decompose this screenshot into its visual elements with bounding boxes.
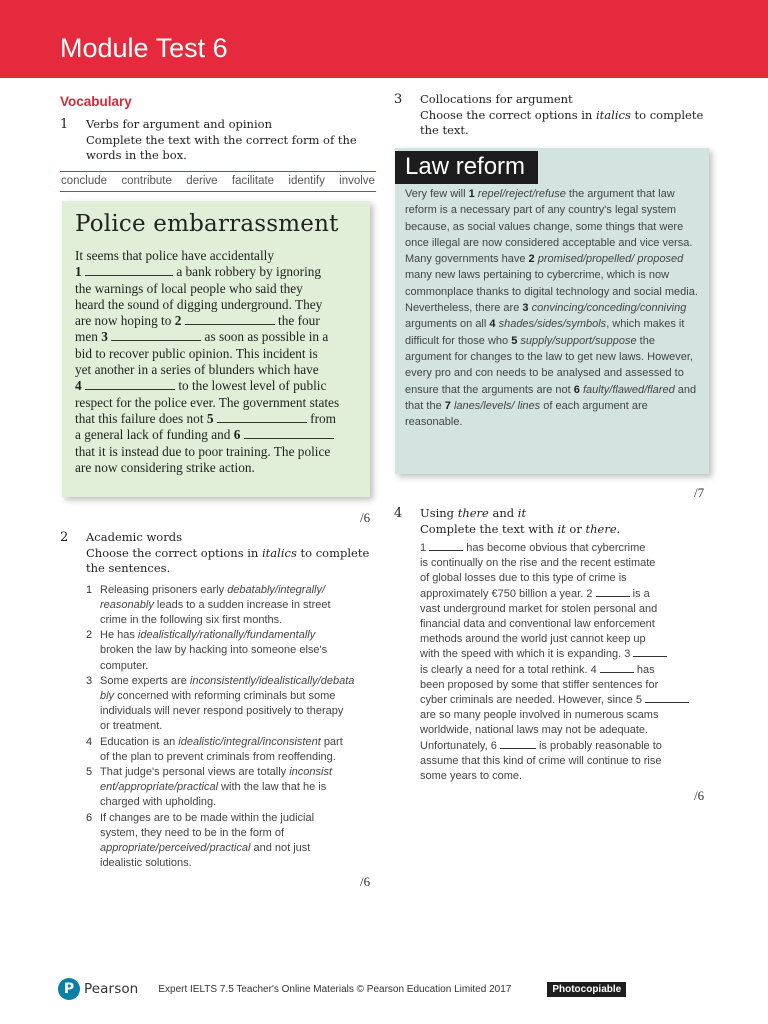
instruction-line: Choose the correct options in italics to complete [420, 107, 704, 122]
option-choices[interactable]: convincing/conceding/conniving [531, 302, 687, 315]
answer-blank-4[interactable] [600, 663, 634, 673]
exercise-2 [60, 530, 376, 871]
exercise-number: 1 [60, 117, 69, 132]
sentence-item: 3 Some experts are inconsistently/idealistically/debata bly concerned with reforming criminals but some individuals will never respond positively to therapy or treatment. [86, 674, 355, 733]
exercise-2-score: /6 [360, 874, 371, 889]
text-line: respect for the police ever. The government states [75, 394, 340, 410]
text-line: approximately €750 billion a year. 2 is a [420, 587, 650, 600]
exercise-2-header [60, 530, 376, 577]
sentence-item: 5 That judge's personal views are totally inconsist ent/appropriate/practical with the law that he is charged with upholding. [86, 765, 332, 809]
instruction-line: the sentences. [86, 561, 171, 575]
text-line: men 3 as soon as possible in a [75, 329, 329, 345]
text-line: heard the sound of digging underground. They [75, 296, 323, 312]
answer-blank-6[interactable] [244, 428, 334, 439]
footer [58, 974, 718, 1004]
photocopiable-badge: Photocopiable [547, 982, 626, 997]
exercise-number: 3 [394, 92, 403, 107]
exercise-4 [394, 506, 714, 784]
exercise-3-instructions [420, 92, 703, 139]
text-line: worldwide, national laws may not be adequate. [420, 724, 649, 737]
text-line: the warnings of local people who said they [75, 280, 303, 296]
word-box-item: facilitate [231, 175, 275, 187]
copyright-text: Expert IELTS 7.5 Teacher's Online Materials © Pearson Education Limited 2017 [158, 983, 512, 995]
exercise-2-instructions [86, 530, 369, 577]
word-box-item: involve [339, 175, 375, 187]
text-line: been proposed by some that stiffer sentences for [420, 678, 659, 691]
option-choices[interactable]: inconsist [289, 765, 332, 778]
option-choices[interactable]: promised/propelled/ proposed [537, 253, 684, 266]
gap-number: 2 [174, 313, 182, 329]
text-line: that it is instead due to poor training. The police [75, 443, 331, 459]
text-line: financial data and conventional law enforcement [420, 618, 655, 631]
option-choices[interactable]: ent/appropriate/practical [100, 781, 219, 794]
option-choices[interactable]: inconsistently/idealistically/debata [189, 674, 355, 687]
text-line: vast underground market for stolen personal and [420, 602, 658, 615]
text-line: some years to come. [420, 770, 523, 783]
text-line: are now hoping to 2 the four [75, 313, 320, 329]
gap-number: 5 [206, 410, 214, 426]
option-choices[interactable]: lanes/levels/ lines [453, 399, 541, 412]
option-choices[interactable]: repel/reject/refuse [477, 188, 566, 200]
right-column [394, 92, 714, 139]
sentence-item: 1 Releasing prisoners early debatably/integrally/ reasonably leads to a sudden increase in street crime in the following six first months. [86, 583, 331, 626]
sentence-list [86, 583, 376, 872]
option-choices[interactable]: idealistic/integral/inconsistent [178, 735, 321, 748]
gap-number: 4 [75, 378, 82, 394]
pearson-logo-text: Pearson [84, 981, 139, 997]
exercise-1-instructions [86, 117, 357, 164]
section-heading-vocabulary: Vocabulary [60, 94, 132, 109]
exercise-title: Collocations for argument [420, 92, 573, 106]
text-line: 1 a bank robbery by ignoring [75, 264, 322, 280]
exercise-3-score: /7 [694, 485, 705, 500]
sentence-item: 4 Education is an idealistic/integral/inconsistent part of the plan to prevent criminals from reoffending. [86, 735, 343, 763]
exercise-3-header [394, 92, 714, 139]
sentence-item: 2 He has idealistically/rationally/fundamentally broken the law by hacking into someone else's computer. [86, 629, 328, 672]
instruction-line: Complete the text with the correct form of the [86, 132, 357, 147]
header-bar [0, 0, 768, 78]
answer-blank-3[interactable] [111, 330, 201, 341]
answer-blank-3[interactable] [633, 647, 667, 657]
word-box [60, 171, 376, 192]
exercise-title: Using there and it [420, 506, 527, 520]
gap-number: 1 [75, 264, 82, 280]
text-line: a general lack of funding and 6 [75, 427, 358, 443]
exercise-1-score: /6 [360, 510, 371, 525]
text-line: that this failure does not 5 from [75, 410, 337, 426]
option-choices[interactable]: reasonably [100, 598, 154, 611]
text-line: is continually on the rise and the recent estimate [420, 557, 656, 570]
option-choices[interactable]: idealistically/rationally/fundamentally [137, 629, 316, 642]
pearson-logo-icon: P [58, 978, 80, 1000]
instruction-line: Choose the correct options in italics to complete [86, 545, 370, 560]
option-choices[interactable]: supply/support/suppose [520, 334, 637, 347]
exercise-number: 2 [60, 530, 69, 545]
word-box-item: contribute [121, 175, 172, 187]
gap-fill-text [420, 541, 714, 784]
answer-blank-2[interactable] [185, 314, 275, 325]
answer-blank-5[interactable] [217, 412, 307, 423]
text-line: methods around the world just cannot keep up [420, 633, 646, 646]
option-choices[interactable]: appropriate/perceived/practical [100, 841, 251, 854]
exercise-number: 4 [394, 506, 403, 521]
sentence-item: 6 If changes are to be made within the judicial system, they need to be in the form of appropriate/perceived/practical and not just idealistic solutions. [86, 811, 315, 870]
instruction-line: the text. [420, 123, 469, 137]
law-reform-text: Very few will 1 repel/reject/refuse the argument that law reform is a necessary part of any country's legal system because, as social values change, some things that were once illegal are now considered acceptable and vice versa. Many governments have 2 promised/propelled/ proposed many new laws pertaining to cybercrime, which is now commonplace thanks to digital technology and social media. Nevertheless, there are 3 convincing/conceding/conniving arguments on all 4 shades/sides/symbols, which makes it difficult for those who 5 supply/support/suppose the argument for changes to the law to get new laws. However, every pro and con needs to be analysed and assessed to ensure that the arguments are not 6 faulty/flawed/flared and that the 7 lanes/levels/ lines of each argument are reasonable. [405, 188, 698, 429]
exercise-title: Academic words [86, 530, 182, 544]
gap-fill-text [75, 248, 358, 476]
text-box-title: Law reform [395, 151, 538, 184]
answer-blank-2[interactable] [596, 587, 630, 597]
text-line: is clearly a need for a total rethink. 4 has [420, 663, 655, 676]
text-line: yet another in a series of blunders which have [75, 362, 319, 378]
text-line: of global losses due to this type of crime is [420, 572, 627, 585]
instruction-line: words in the box. [86, 148, 187, 162]
gap-number: 3 [101, 329, 108, 345]
text-line: 1 has become obvious that cybercrime [420, 542, 646, 554]
option-choices[interactable]: bly [100, 689, 115, 702]
text-line: bid to recover public opinion. This incident is [75, 345, 318, 361]
text-line: cyber criminals are needed. However, since 5 [420, 693, 714, 708]
answer-blank-1[interactable] [85, 265, 173, 276]
text-box-title: Police embarrassment [75, 211, 339, 237]
text-line: 4 to the lowest level of public [75, 378, 327, 394]
page-title: Module Test 6 [60, 33, 228, 63]
instruction-line: Complete the text with it or there. [420, 521, 621, 536]
answer-blank-1[interactable] [429, 541, 463, 551]
option-choices[interactable]: shades/sides/symbols [498, 318, 607, 331]
exercise-4-header [394, 506, 714, 537]
option-choices[interactable]: faulty/flawed/flared [582, 383, 675, 396]
exercise-1-header [60, 117, 376, 164]
answer-blank-5[interactable] [645, 693, 689, 703]
word-box-item: conclude [61, 175, 108, 187]
word-box-item: identify [288, 175, 325, 187]
word-box-item: derive [186, 175, 218, 187]
text-line: with the speed with which it is expanding. 3 [420, 647, 714, 662]
text-line: Unfortunately, 6 is probably reasonable to [420, 739, 662, 752]
text-line: are so many people involved in numerous scams [420, 709, 659, 722]
law-reform-text-box [395, 148, 709, 474]
text-line: are now considering strike action. [75, 459, 255, 475]
exercise-4-instructions [420, 506, 620, 537]
exercise-title: Verbs for argument and opinion [86, 117, 272, 131]
option-choices[interactable]: debatably/integrally/ [227, 583, 326, 596]
gap-number: 6 [233, 427, 241, 443]
exercise-4-score: /6 [694, 788, 705, 803]
text-line: assume that this kind of crime will continue to rise [420, 754, 662, 767]
police-embarrassment-text-box [62, 201, 370, 497]
answer-blank-6[interactable] [500, 739, 536, 749]
answer-blank-4[interactable] [85, 379, 175, 390]
left-column [60, 92, 376, 192]
text-line: It seems that police have accidentally [75, 248, 274, 263]
